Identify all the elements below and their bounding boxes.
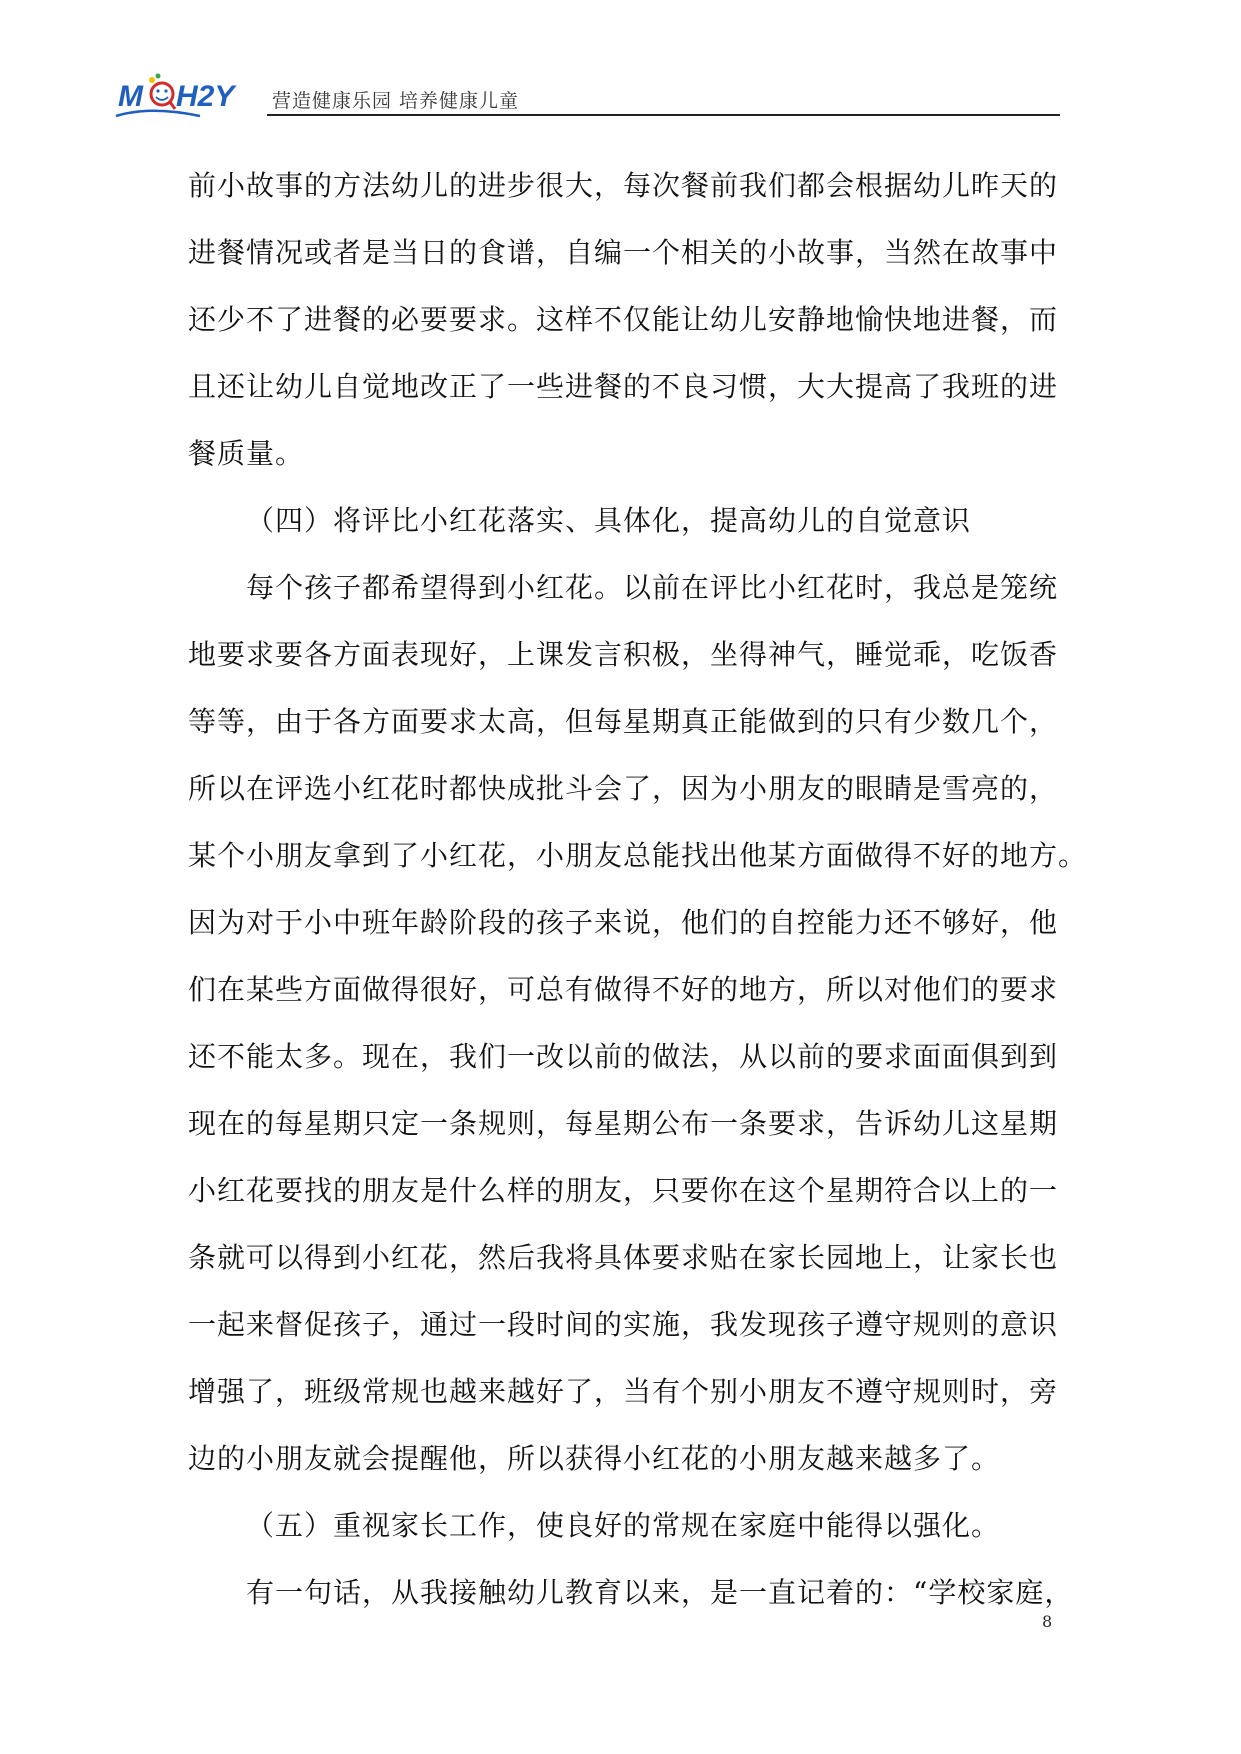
body-line: 某个小朋友拿到了小红花，小朋友总能找出他某方面做得不好的地方。 — [188, 839, 1088, 872]
body-line: 还少不了进餐的必要要求。这样不仅能让幼儿安静地愉快地进餐，而 — [188, 303, 1059, 336]
body-line: 边的小朋友就会提醒他，所以获得小红花的小朋友越来越多了。 — [188, 1442, 1001, 1475]
document-body — [188, 152, 1088, 1626]
body-line: 们在某些方面做得很好，可总有做得不好的地方，所以对他们的要求 — [188, 973, 1059, 1006]
logo-letters-h2y: H2Y — [176, 80, 235, 113]
body-line: 前小故事的方法幼儿的进步很大，每次餐前我们都会根据幼儿昨天的 — [188, 169, 1059, 202]
body-line: 地要求要各方面表现好，上课发言积极，坐得神气，睡觉乖，吃饭香 — [188, 638, 1059, 671]
body-line: 条就可以得到小红花，然后我将具体要求贴在家长园地上，让家长也 — [188, 1241, 1059, 1274]
body-line: 因为对于小中班年龄阶段的孩子来说，他们的自控能力还不够好，他 — [188, 906, 1059, 939]
body-line: 有一句话，从我接触幼儿教育以来，是一直记着的：“学校家庭， — [246, 1576, 1074, 1609]
body-line: 现在的每星期只定一条规则，每星期公布一条要求，告诉幼儿这星期 — [188, 1107, 1059, 1140]
logo-letter-m: M — [118, 80, 143, 113]
header-tagline: 营造健康乐园 培养健康儿童 — [272, 90, 520, 112]
body-line: 进餐情况或者是当日的食谱，自编一个相关的小故事，当然在故事中 — [188, 236, 1059, 269]
body-line: 餐质量。 — [188, 437, 305, 470]
body-line: 还不能太多。现在，我们一改以前的做法，从以前的要求面面俱到到 — [188, 1040, 1059, 1073]
mqh2y-logo — [112, 72, 262, 122]
body-line: 小红花要找的朋友是什么样的朋友，只要你在这个星期符合以上的一 — [188, 1174, 1059, 1207]
section-heading-4: （四）将评比小红花落实、具体化，提高幼儿的自觉意识 — [246, 504, 972, 537]
body-line: 每个孩子都希望得到小红花。以前在评比小红花时，我总是笼统 — [246, 571, 1059, 604]
page-number: 8 — [1042, 1612, 1053, 1631]
body-line: 增强了，班级常规也越来越好了，当有个别小朋友不遵守规则时，旁 — [188, 1375, 1059, 1408]
section-heading-5: （五）重视家长工作，使良好的常规在家庭中能得以强化。 — [246, 1509, 1001, 1542]
body-line: 一起来督促孩子，通过一段时间的实施，我发现孩子遵守规则的意识 — [188, 1308, 1059, 1341]
smiley-face-icon — [151, 83, 173, 105]
body-line: 且还让幼儿自觉地改正了一些进餐的不良习惯，大大提高了我班的进 — [188, 370, 1059, 403]
body-line: 等等，由于各方面要求太高，但每星期真正能做到的只有少数几个， — [188, 705, 1059, 738]
page-header — [112, 72, 1060, 120]
header-divider — [267, 114, 1060, 116]
body-line: 所以在评选小红花时都快成批斗会了，因为小朋友的眼睛是雪亮的， — [188, 772, 1059, 805]
